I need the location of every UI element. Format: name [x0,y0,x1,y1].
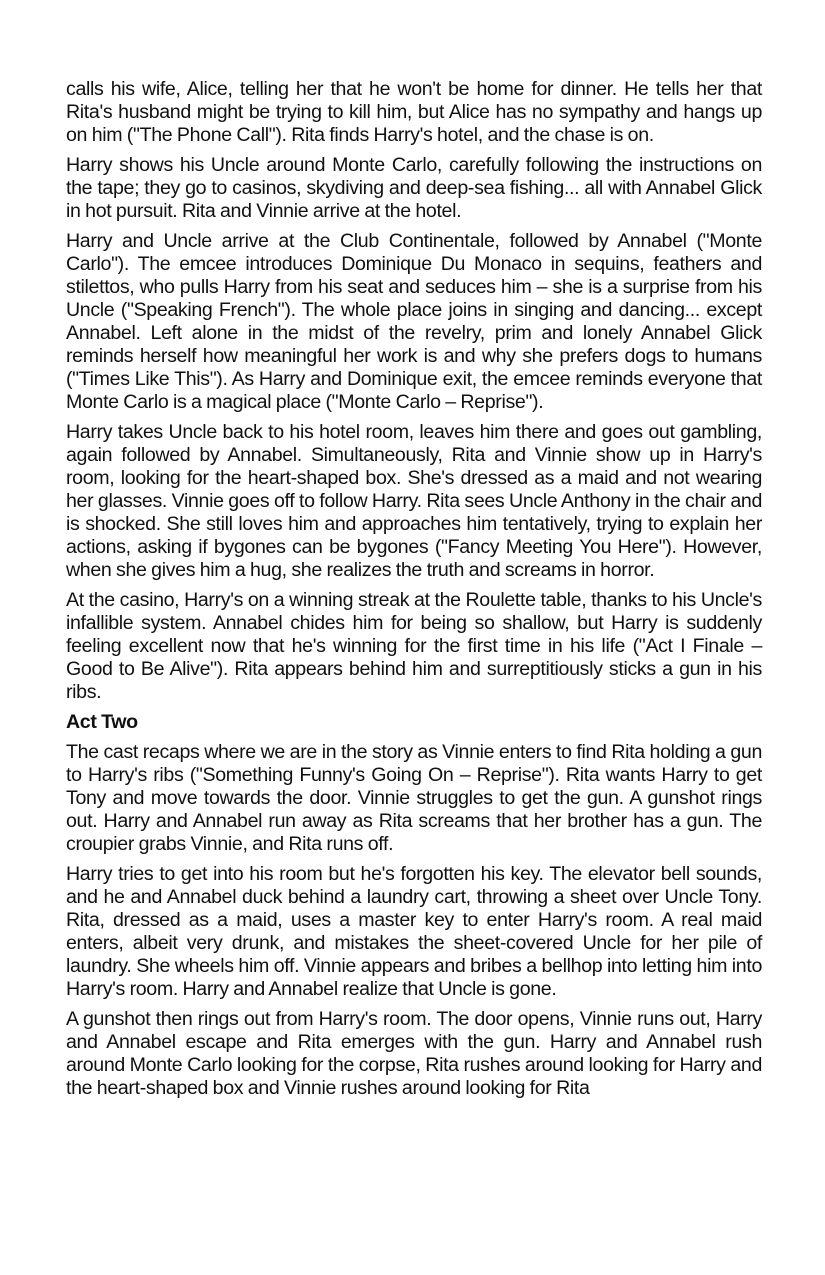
paragraph-act-two-recap: The cast recaps where we are in the story as Vinnie enters to find Rita holding a gun to Harry's ribs ("Something Funny's Going On – Reprise"). Rita wants Harry to get Tony and move towards the door. Vinnie struggles to get the gun. A gunshot rings out. Harry and Annabel run away as Rita screams that her brother has a gun. The croupier grabs Vinnie, and Rita runs off. [66,741,762,855]
paragraph-club-continentale: Harry and Uncle arrive at the Club Continentale, followed by Annabel ("Monte Carlo"). The emcee introduces Dominique Du Monaco in sequins, feathers and stilettos, who pulls Harry from his seat and seduces him – she is a surprise from his Uncle ("Speaking French"). The whole place joins in singing and dancing... except Annabel. Left alone in the midst of the revelry, prim and lonely Annabel Glick reminds herself how meaningful her work is and why she prefers dogs to humans ("Times Like This"). As Harry and Dominique exit, the emcee reminds everyone that Monte Carlo is a magical place ("Monte Carlo – Reprise"). [66,230,762,413]
page-content [66,78,762,1107]
paragraph-hotel-room: Harry takes Uncle back to his hotel room, leaves him there and goes out gambling, again followed by Annabel. Simultaneously, Rita and Vinnie show up in Harry's room, looking for the heart-shaped box. She's dressed as a maid and not wearing her glasses. Vinnie goes off to follow Harry. Rita sees Uncle Anthony in the chair and is shocked. She still loves him and approaches him tentatively, trying to explain her actions, asking if bygones can be bygones ("Fancy Meeting You Here"). However, when she gives him a hug, she realizes the truth and screams in horror. [66,421,762,581]
paragraph-forgotten-key: Harry tries to get into his room but he's forgotten his key. The elevator bell sounds, and he and Annabel duck behind a laundry cart, throwing a sheet over Uncle Tony. Rita, dressed as a maid, uses a master key to enter Harry's room. A real maid enters, albeit very drunk, and mistakes the sheet-covered Uncle for her pile of laundry. She wheels him off. Vinnie appears and bribes a bellhop into letting him into Harry's room. Harry and Annabel realize that Uncle is gone. [66,863,762,1000]
act-two-heading: Act Two [66,711,138,733]
paragraph-casino: At the casino, Harry's on a winning streak at the Roulette table, thanks to his Uncle's infallible system. Annabel chides him for being so shallow, but Harry is suddenly feeling excellent now that he's winning for the first time in his life ("Act I Finale – Good to Be Alive"). Rita appears behind him and surreptitiously sticks a gun in his ribs. [66,589,762,703]
paragraph-phone-call: calls his wife, Alice, telling her that he won't be home for dinner. He tells her that Rita's husband might be trying to kill him, but Alice has no sympathy and hangs up on him ("The Phone Call"). Rita finds Harry's hotel, and the chase is on. [66,78,762,146]
paragraph-monte-carlo-tour: Harry shows his Uncle around Monte Carlo, carefully following the instructions on the tape; they go to casinos, skydiving and deep-sea fishing... all with Annabel Glick in hot pursuit. Rita and Vinnie arrive at the hotel. [66,154,762,222]
paragraph-gunshot-chase: A gunshot then rings out from Harry's room. The door opens, Vinnie runs out, Harry and Annabel escape and Rita emerges with the gun. Harry and Annabel rush around Monte Carlo looking for the corpse, Rita rushes around looking for Harry and the heart-shaped box and Vinnie rushes around looking for Rita [66,1008,762,1099]
